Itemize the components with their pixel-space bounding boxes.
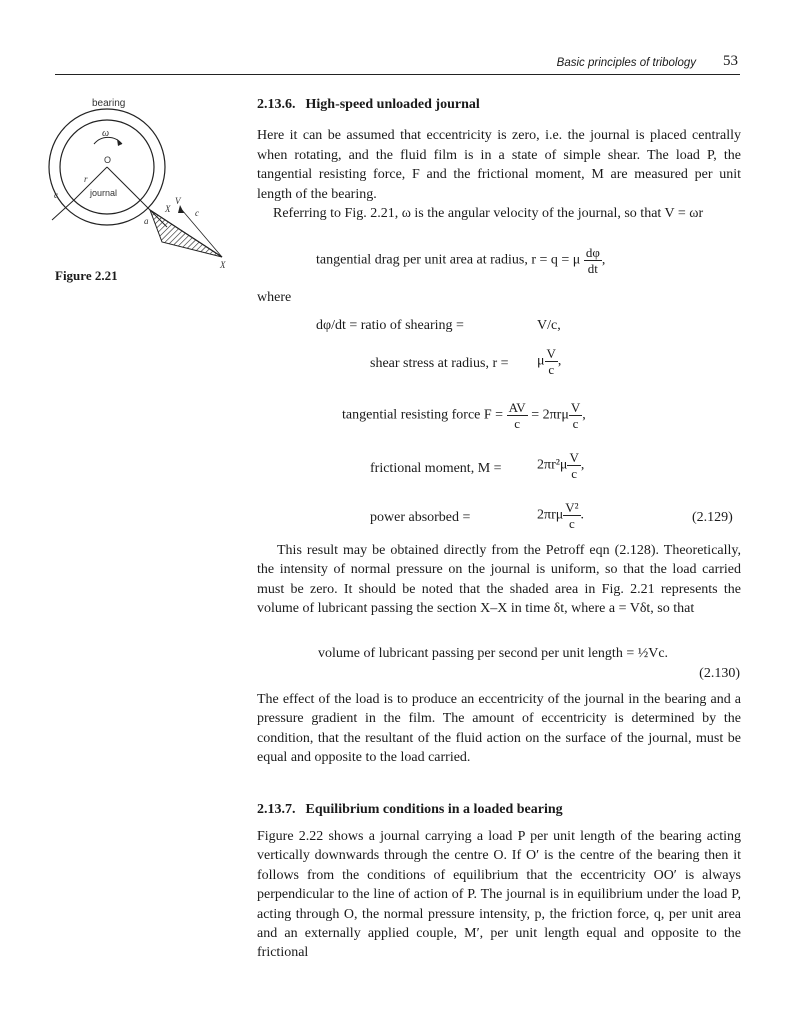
equation-value xyxy=(537,346,561,377)
denominator: c xyxy=(571,466,578,481)
equation-label: shear stress at radius, r = xyxy=(370,356,509,371)
section-heading xyxy=(257,95,741,114)
header-rule xyxy=(55,74,740,75)
equation-label: power absorbed = xyxy=(370,510,471,525)
section-title: High-speed unloaded journal xyxy=(305,97,480,112)
fraction xyxy=(545,346,558,377)
denominator: c xyxy=(514,416,521,431)
section-number: 2.13.7. xyxy=(257,802,296,817)
where-label: where xyxy=(257,290,292,305)
label-bearing: bearing xyxy=(92,98,126,109)
equation-value xyxy=(537,450,584,481)
equation-punct: , xyxy=(557,353,562,369)
paragraph: Here it can be assumed that eccentricity is zero, i.e. the journal is placed centrally when rotating, and the fluid film is in a state of simple shear. The load P, the tangential resisting force, F and the frictional moment, M are measured per unit length of the bearing. xyxy=(257,128,741,202)
equation-row xyxy=(370,461,502,477)
equation-number: (2.129) xyxy=(692,510,733,525)
label-x1: X xyxy=(165,204,171,214)
journal-bearing-diagram xyxy=(32,92,242,282)
equation-row xyxy=(370,510,470,526)
equation-text: = 2πrμ xyxy=(531,407,569,423)
section-line-left xyxy=(52,200,74,220)
equation-volume: volume of lubricant passing per second per unit length = ½Vc. xyxy=(318,646,669,661)
paragraph: Figure 2.22 shows a journal carrying a load P per unit length of the bearing acting vertically downwards through the centre O. If O′ is the centre of the bearing then it follows from the conditions of equilibrium that the eccentricity OO′ is always perpendicular to the line of action of P. The journal is in equilibrium under the load P, acting through O, the normal pressure intensity, p, the friction force, q, per unit area and an externally applied couple, M′, per unit length equal and opposite to the frictional xyxy=(257,829,741,961)
paragraph: The effect of the load is to produce an eccentricity of the journal in the bearing and a pressure gradient in the film. The amount of eccentricity is determined by the condition, that the resultant of the fluid action on the surface of the journal, must be equal and opposite to the load carried. xyxy=(257,692,741,766)
fraction xyxy=(563,500,580,531)
denominator: c xyxy=(548,362,555,377)
equation-text: μ xyxy=(537,353,545,369)
section-title: Equilibrium conditions in a loaded bearing xyxy=(305,802,563,817)
page-number: 53 xyxy=(723,53,738,69)
equation-label: frictional moment, M = xyxy=(370,461,502,476)
numerator: V xyxy=(569,450,579,465)
figure-2-21 xyxy=(32,92,242,282)
fraction xyxy=(507,400,528,431)
equation-punct: , xyxy=(582,407,586,423)
equation-punct: , xyxy=(601,252,606,268)
fraction xyxy=(584,245,602,276)
label-x2: X xyxy=(220,260,226,270)
fraction xyxy=(569,400,582,431)
equation-punct: , xyxy=(580,457,585,473)
equation-text: 2πrμ xyxy=(537,507,564,523)
equation-punct: . xyxy=(580,507,585,523)
equation-label: tangential resisting force F = xyxy=(342,407,504,423)
numerator: AV xyxy=(508,400,526,415)
denominator: dt xyxy=(587,261,598,276)
equation-row xyxy=(370,356,509,372)
equation-text: V/c, xyxy=(537,318,561,333)
label-omega: ω xyxy=(102,128,110,139)
label-r: r xyxy=(84,174,88,184)
numerator: V² xyxy=(565,500,579,515)
section-2-13-6 xyxy=(257,95,741,223)
denominator: c xyxy=(572,416,579,431)
numerator: dφ xyxy=(585,245,600,260)
equation-label: dφ/dt = ratio of shearing = xyxy=(316,318,464,333)
label-journal: journal xyxy=(90,188,118,198)
equation-tangential-drag xyxy=(316,245,605,276)
equation-value xyxy=(537,500,584,531)
label-center-o: O xyxy=(104,155,112,165)
running-head xyxy=(40,52,740,72)
label-c-left: c xyxy=(54,190,58,200)
equation-value xyxy=(537,318,561,334)
numerator: V xyxy=(570,400,581,415)
section-number: 2.13.6. xyxy=(257,97,296,112)
equation-text: 2πr²μ xyxy=(537,457,568,473)
equation-number: (2.130) xyxy=(699,666,740,681)
fraction xyxy=(567,450,580,481)
paragraph: This result may be obtained directly from the Petroff eqn (2.128). Theoretically, the intensity of normal pressure on the journal is uniform, so that the load carried must be zero. It should be noted that the shaded area in Fig. 2.21 represents the volume of lubricant passing the section X–X in time δt, where a = Vδt, so that xyxy=(257,543,741,617)
figure-caption: Figure 2.21 xyxy=(55,268,118,283)
denominator: c xyxy=(569,516,575,531)
equation-row xyxy=(342,400,586,431)
paragraph: Referring to Fig. 2.21, ω is the angular velocity of the journal, so that V = ωr xyxy=(273,206,704,222)
velocity-arrowhead xyxy=(178,205,184,213)
running-title: Basic principles of tribology xyxy=(556,57,696,69)
equation-text: tangential drag per unit area at radius, r = q = μ xyxy=(316,252,581,268)
label-v: V xyxy=(175,196,181,206)
label-a: a xyxy=(144,216,149,226)
label-c-right: c xyxy=(195,208,199,218)
numerator: V xyxy=(546,346,556,361)
section-heading xyxy=(257,802,563,818)
equation-row xyxy=(316,318,516,334)
